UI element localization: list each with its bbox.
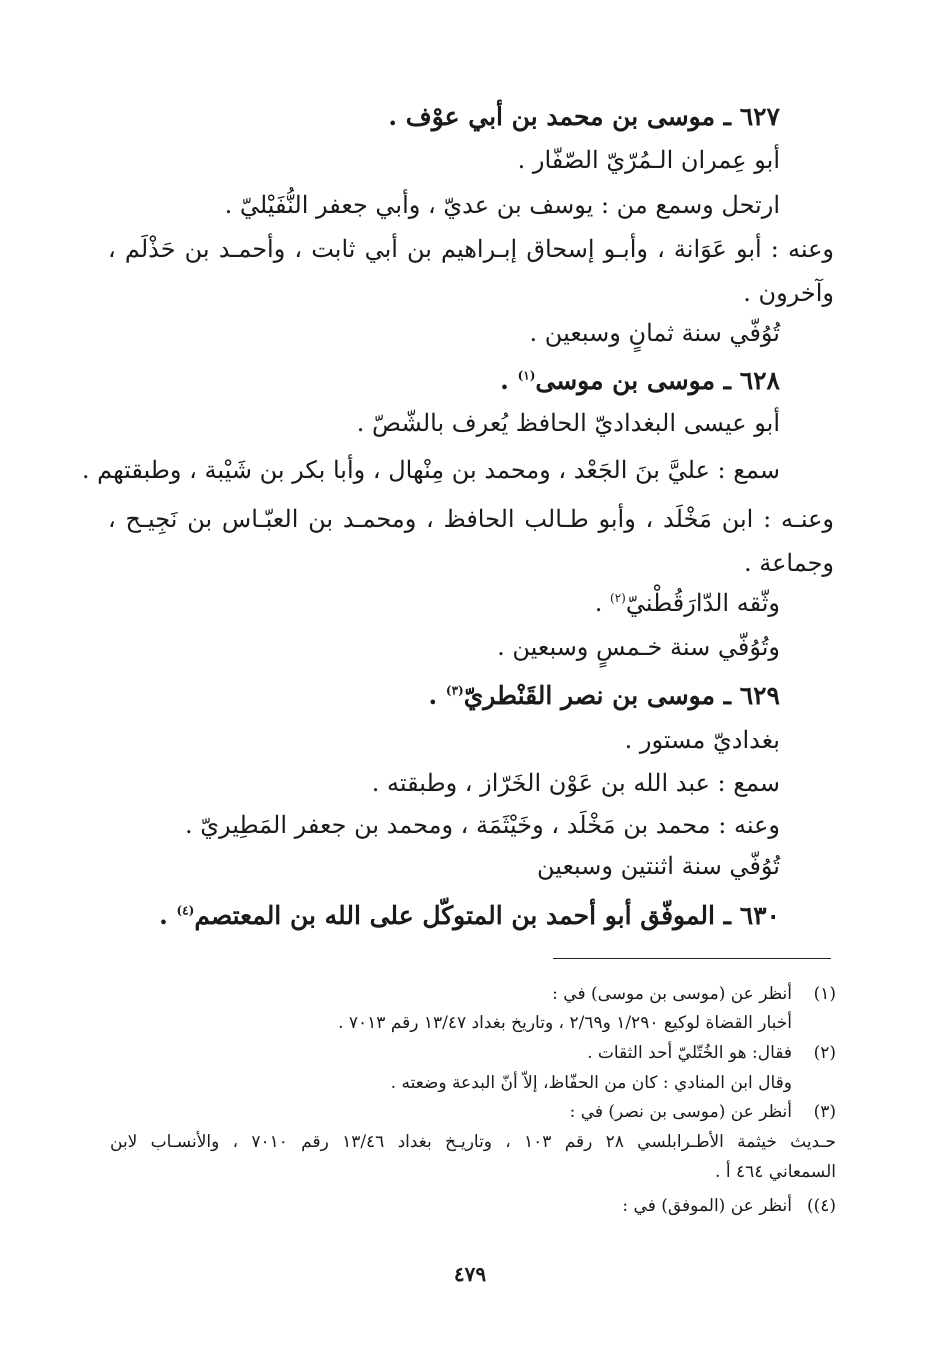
footnote-line: فقال: هو الخُتّليّ أحد الثقات . xyxy=(587,1043,792,1063)
entry-629-line: تُوُفّي سنة اثنتين وسبعين xyxy=(536,852,780,880)
footnote-number: (١) xyxy=(813,984,836,1004)
entry-627-line: وعنه : أبو عَوَانة ، وأبـو إسحاق إبـراهيم بن أبي ثابت ، وأحمـد بن حَذْلَم ، xyxy=(108,235,834,263)
footnote-ref: (٤) xyxy=(176,903,195,918)
entry-628-line: وثّقه الدّارَقُطْنيّ$^{(٢)}$ . xyxy=(594,589,780,617)
entry-630-heading: ٦٣٠ ـ الموفّق أبو أحمد بن المتوكّل على الله بن المعتصم$^{(٤)}$ . xyxy=(159,901,780,930)
page-number: ٤٧٩ xyxy=(453,1262,487,1286)
entry-629-line: وعنه : محمد بن مَخْلَد ، وخَيْثَمَة ، ومحمد بن جعفر المَطِيريّ . xyxy=(184,811,780,839)
footnote-separator xyxy=(553,958,831,959)
entry-628-line: أبو عيسى البغداديّ الحافظ يُعرف بالشّصّ . xyxy=(356,409,780,437)
footnote-number: (٢) xyxy=(813,1043,836,1063)
footnote-line: أنظر عن (الموفق) في : xyxy=(622,1196,792,1216)
footnote-number: (٣) xyxy=(813,1102,836,1122)
entry-627-heading: ٦٢٧ ـ موسى بن محمد بن أبي عوْف . xyxy=(388,102,780,131)
entry-629-heading: ٦٢٩ ـ موسى بن نصر القَنْطريّ$^{(٣)}$ . xyxy=(428,681,780,710)
footnote-ref: (١) xyxy=(517,368,536,383)
entry-627-line: وآخرون . xyxy=(743,279,834,307)
footnote-ref: (٣) xyxy=(445,683,464,698)
entry-628-line: وتُوُفّي سنة خـمسٍ وسبعين . xyxy=(497,633,780,661)
entry-627-line: أبو عِمران الـمُرّيّ الصّفّار . xyxy=(517,146,780,174)
footnote-line: أنظر عن (موسى بن موسى) في : xyxy=(552,984,792,1004)
footnote-line: وقال ابن المنادي : كان من الحفّاظ، إلاّ أنّ البدعة وضعته . xyxy=(390,1073,792,1093)
entry-628-line: سمع : عليَّ بنَ الجَعْد ، ومحمد بن مِنْهال ، وأبا بكر بن شَيْبة ، وطبقتهم . xyxy=(81,456,780,484)
entry-628-line: وجماعة . xyxy=(743,549,834,577)
entry-628-line: وعنـه : ابن مَخْلَد ، وأبو طـالب الحافظ ، ومحمـد بن العبّـاس بن نَجِيـح ، xyxy=(108,505,834,533)
footnote-ref: (٢) xyxy=(610,591,626,605)
footnote-line: أنظر عن (موسى بن نصر) في : xyxy=(569,1102,792,1122)
footnote-number: (٤)) xyxy=(806,1196,836,1216)
entry-627-line: تُوُفّي سنة ثمانٍ وسبعين . xyxy=(529,319,780,347)
footnote-line: السمعاني ٤٦٤ أ . xyxy=(715,1162,836,1182)
entry-629-line: بغداديّ مستور . xyxy=(624,726,780,754)
footnote-line: حـديث خيثمة الأطـرابلسي ٢٨ رقم ١٠٣ ، وتاريـخ بغداد ١٣/٤٦ رقم ٧٠١٠ ، والأنسـاب لابن xyxy=(110,1132,836,1152)
entry-629-line: سمع : عبد الله بن عَوْن الخَرّاز ، وطبقته . xyxy=(371,769,780,797)
footnote-line: أخبار القضاة لوكيع ١/٢٩٠ و٢/٦٩ ، وتاريخ بغداد ١٣/٤٧ رقم ٧٠١٣ . xyxy=(338,1013,792,1033)
entry-628-heading: ٦٢٨ ـ موسى بن موسى$^{(١)}$ . xyxy=(500,366,780,395)
entry-627-line: ارتحل وسمع من : يوسف بن عديّ ، وأبي جعفر النُّفَيْليّ . xyxy=(224,191,780,219)
